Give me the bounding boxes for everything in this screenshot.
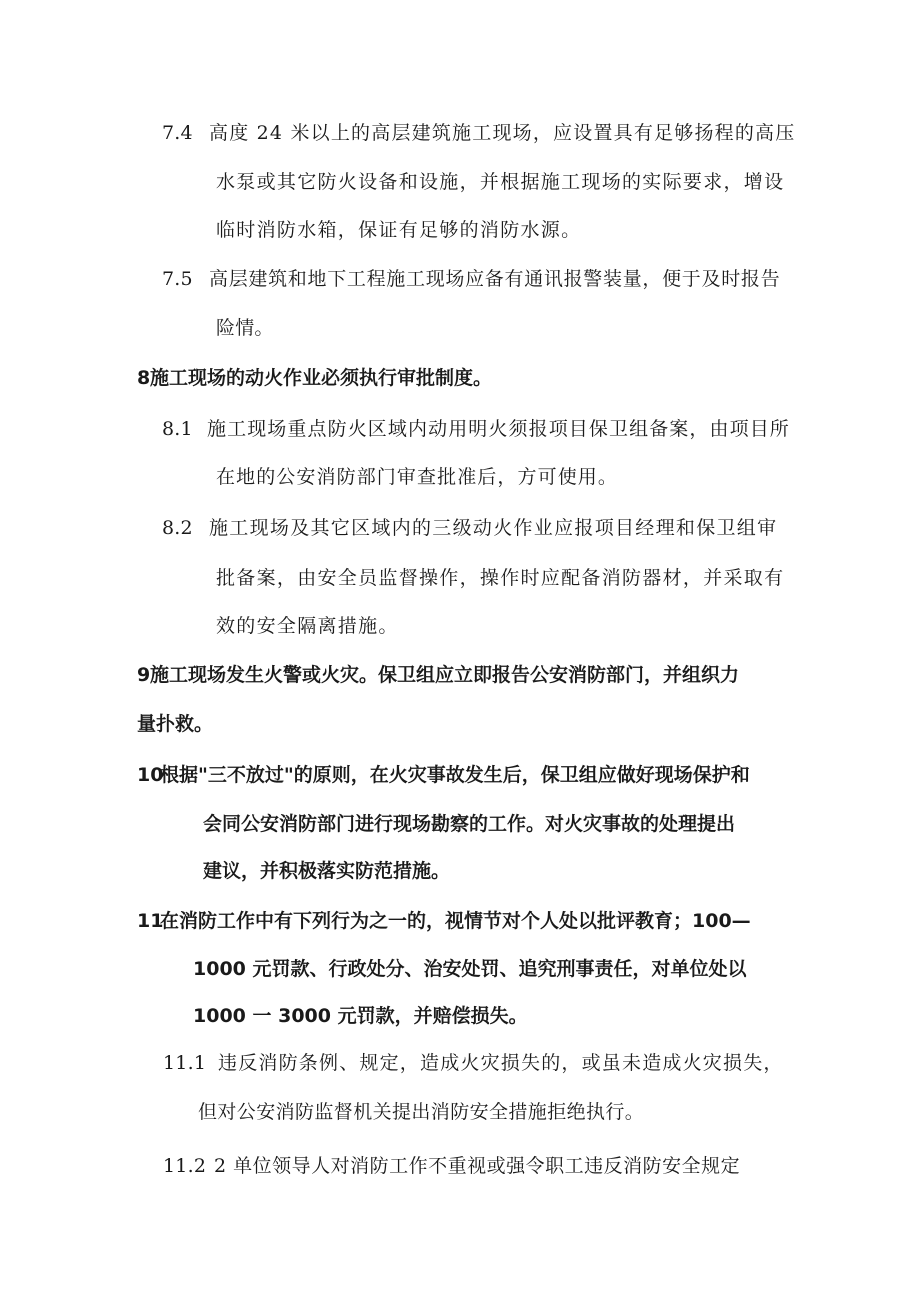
clause-9-number: 9 bbox=[137, 664, 151, 686]
clause-10-line-2: 会同公安消防部门进行现场勘察的工作。对火灾事故的处理提出 bbox=[203, 813, 736, 835]
clause-10-number: 10 bbox=[137, 764, 164, 786]
clause-10-line-1: 根据"三不放过"的原则，在火灾事故发生后，保卫组应做好现场保护和 bbox=[160, 764, 750, 786]
clause-11-2-number: 11.2 bbox=[163, 1155, 207, 1177]
clause-8-2-line-3: 效的安全隔离措施。 bbox=[216, 615, 399, 637]
clause-11-1-line-1: 违反消防条例、规定，造成火灾损失的，或虽未造成火灾损失， bbox=[218, 1052, 784, 1074]
clause-8-number: 8 bbox=[137, 367, 151, 389]
clause-11-line-2: 1000 元罚款、行政处分、治安处罚、追究刑事责任，对单位处以 bbox=[193, 958, 747, 980]
clause-11-line-3: 1000 一 3000 元罚款，并赔偿损失。 bbox=[193, 1005, 528, 1027]
clause-7-4-line-1: 高度 24 米以上的高层建筑施工现场，应设置具有足够扬程的高压 bbox=[209, 122, 796, 144]
clause-9-line-2: 量扑救。 bbox=[137, 713, 214, 735]
clause-7-5-line-1: 高层建筑和地下工程施工现场应备有通讯报警装量，便于及时报告 bbox=[209, 268, 781, 290]
clause-7-5-line-2: 险情。 bbox=[216, 317, 274, 339]
clause-11-2-line-1: 2 单位领导人对消防工作不重视或强令职工违反消防安全规定 bbox=[214, 1155, 741, 1177]
clause-10-line-3: 建议，并积极落实防范措施。 bbox=[203, 860, 451, 882]
clause-11-number: 11 bbox=[137, 910, 164, 932]
clause-11-line-1: 在消防工作中有下列行为之一的，视情节对个人处以批评教育；100— bbox=[160, 910, 751, 932]
clause-8-line-1: 施工现场的动火作业必须执行审批制度。 bbox=[150, 367, 493, 389]
clause-11-1-number: 11.1 bbox=[163, 1052, 207, 1074]
clause-7-4-line-2: 水泵或其它防火设备和设施，并根据施工现场的实际要求，增设 bbox=[216, 171, 785, 193]
clause-8-1-line-2: 在地的公安消防部门审查批准后，方可使用。 bbox=[216, 466, 619, 488]
clause-8-2-line-1: 施工现场及其它区域内的三级动火作业应报项目经理和保卫组审 bbox=[209, 517, 778, 539]
clause-8-2-line-2: 批备案，由安全员监督操作，操作时应配备消防器材，并采取有 bbox=[216, 567, 785, 589]
clause-8-2-number: 8.2 bbox=[162, 517, 193, 539]
clause-7-4-number: 7.4 bbox=[162, 122, 193, 144]
clause-7-5-number: 7.5 bbox=[162, 268, 193, 290]
clause-8-1-line-1: 施工现场重点防火区域内动用明火须报项目保卫组备案，由项目所 bbox=[207, 418, 790, 440]
clause-11-1-line-2: 但对公安消防监督机关提出消防安全措施拒绝执行。 bbox=[198, 1101, 645, 1123]
clause-8-1-number: 8.1 bbox=[162, 418, 193, 440]
clause-9-line-1: 施工现场发生火警或火灾。保卫组应立即报告公安消防部门，并组织力 bbox=[150, 664, 740, 686]
clause-7-4-line-3: 临时消防水箱，保证有足够的消防水源。 bbox=[216, 219, 582, 241]
